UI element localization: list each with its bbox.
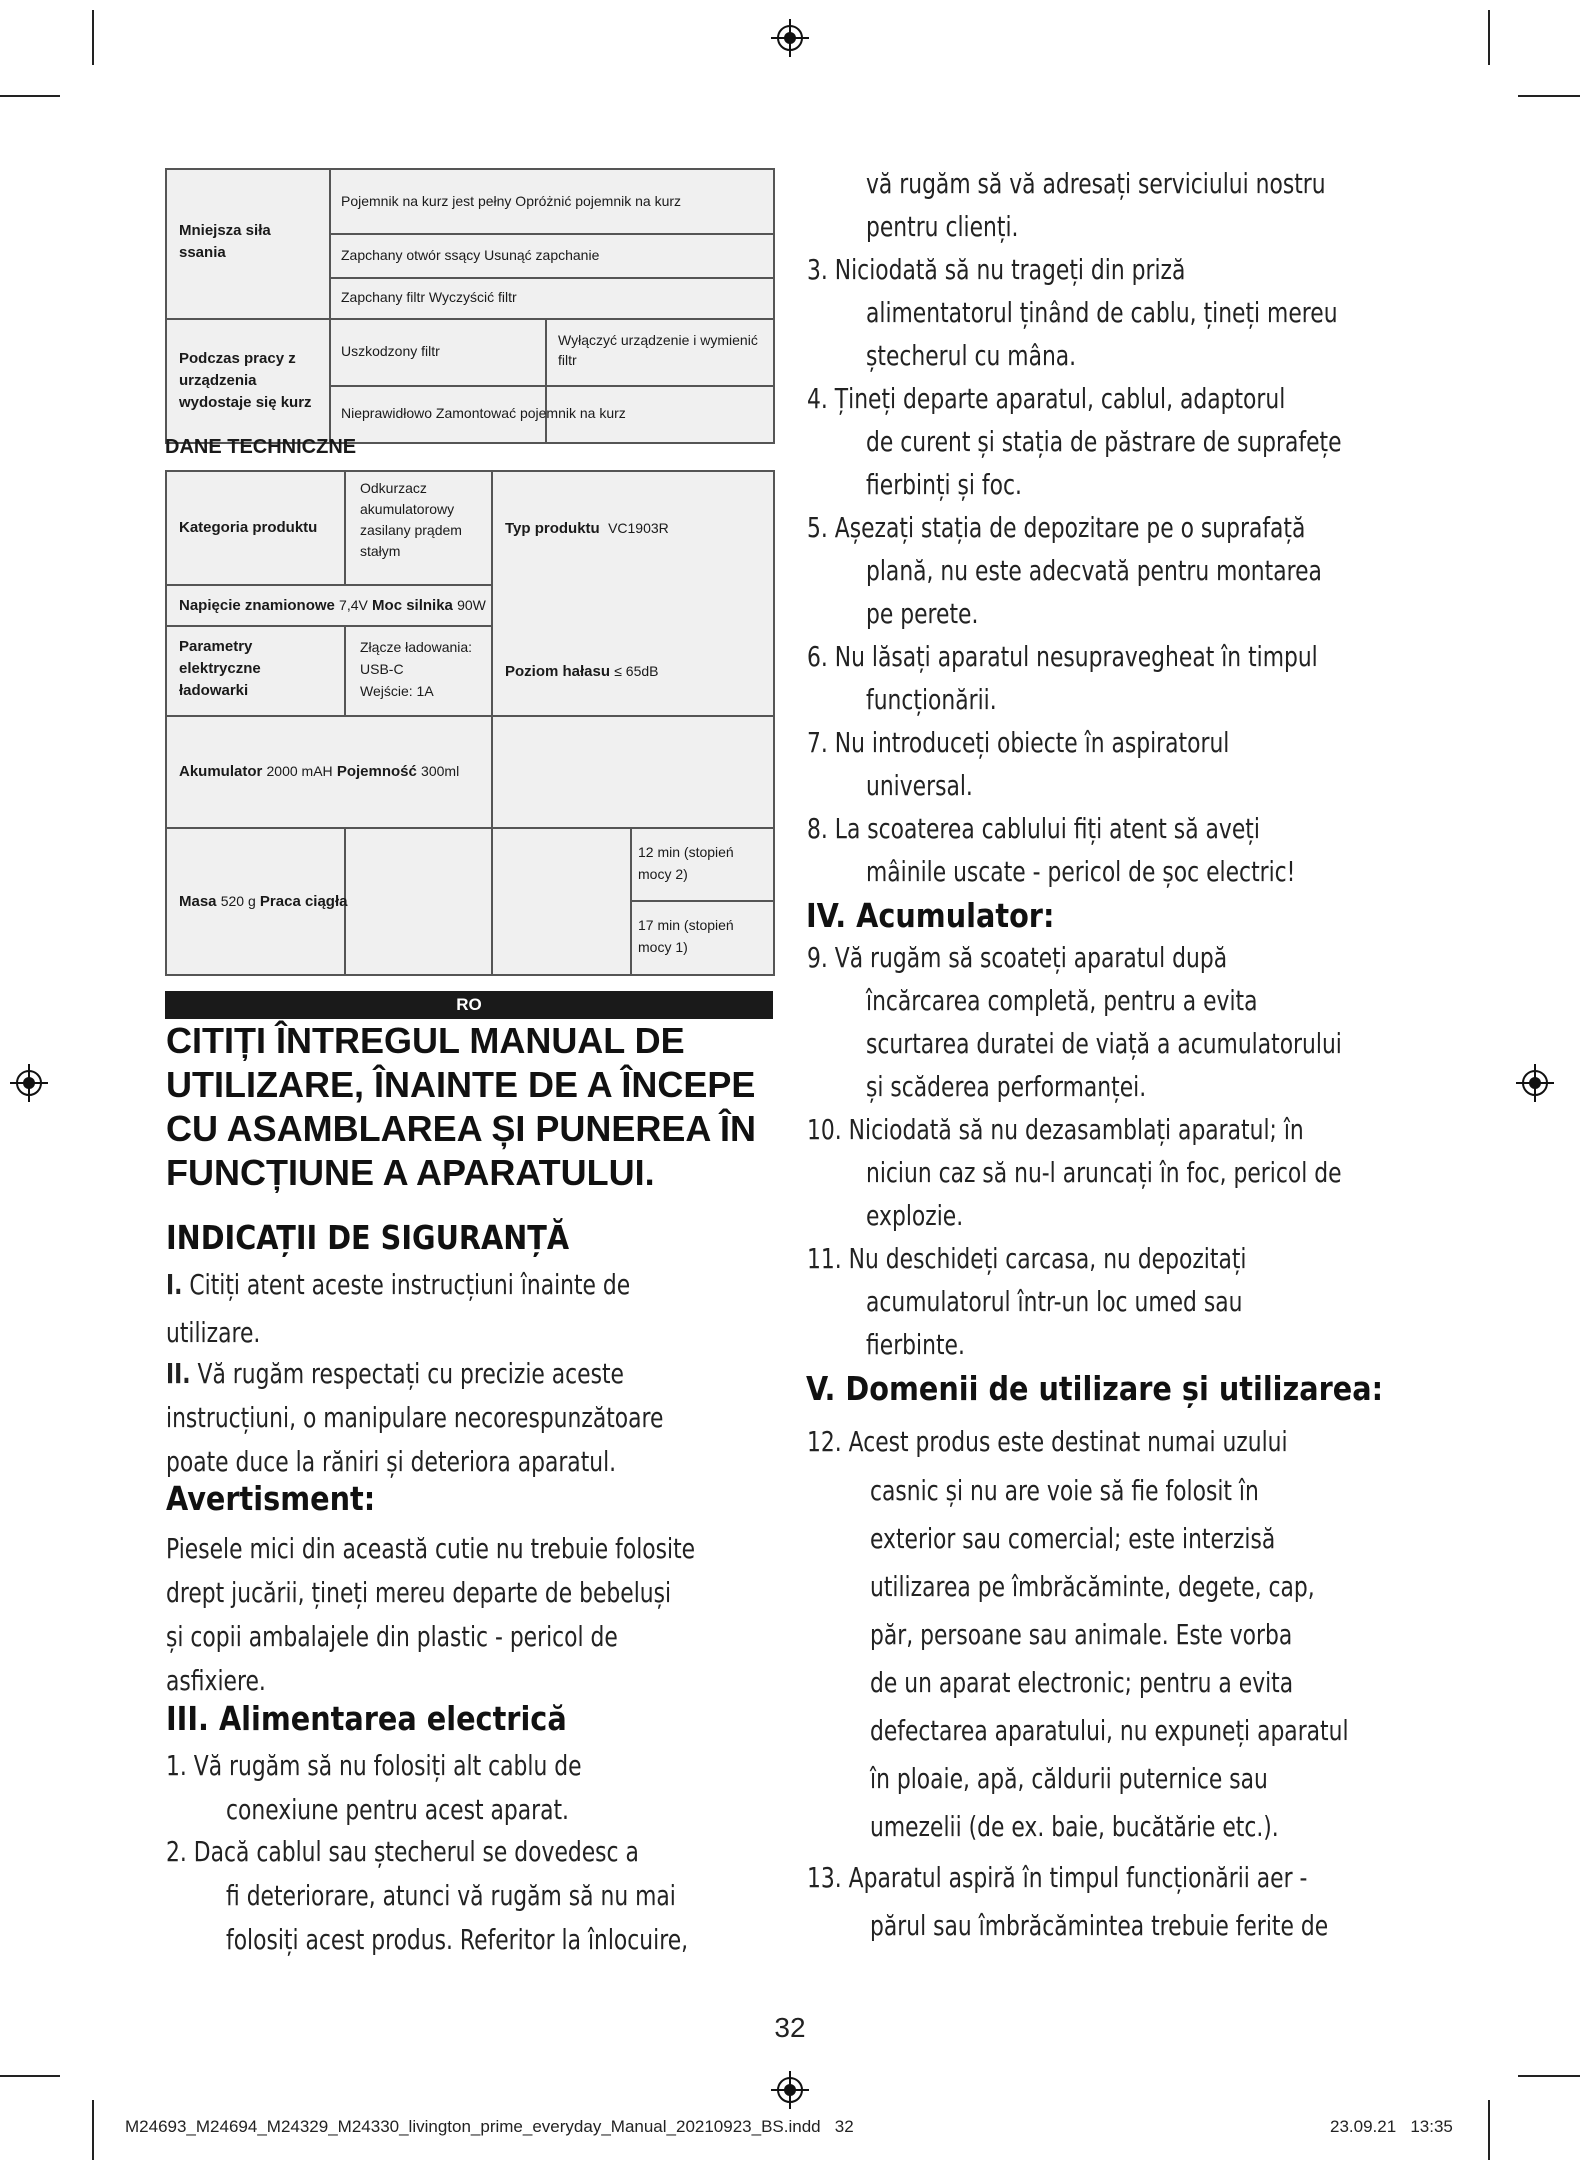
table-cell (179, 890, 347, 913)
list-item: universal. (866, 769, 973, 802)
section-heading: Avertisment: (166, 1479, 376, 1518)
list-item: alimentatorul ținând de cablu, țineți mereu (866, 296, 1338, 329)
text-line: utilizare. (166, 1316, 261, 1349)
table-divider (344, 625, 346, 715)
crop-mark (92, 2100, 94, 2160)
list-item: încărcarea completă, pentru a evita (866, 984, 1258, 1017)
text-line: asfixiere. (166, 1664, 266, 1697)
mass-value: 520 g (220, 893, 256, 909)
runtime-label: Praca ciągła (259, 893, 348, 910)
table-cell (179, 594, 486, 617)
text-line: vă rugăm să vă adresați serviciului nostru (866, 167, 1326, 200)
text-line: și copii ambalajele din plastic - pericol de (166, 1620, 618, 1653)
table-cell: Parametry elektryczne ładowarki (179, 638, 261, 699)
list-item: 6. Nu lăsați aparatul nesupravegheat în timpul (807, 640, 1318, 673)
list-item: ștecherul cu mâna. (866, 339, 1077, 372)
registration-mark-icon (771, 19, 809, 57)
text-line (166, 1352, 624, 1395)
table-divider (329, 168, 331, 442)
list-item: 3. Niciodată să nu trageți din priză (807, 253, 1186, 286)
list-item: fierbinți și foc. (866, 468, 1022, 501)
list-item: părul sau îmbrăcămintea trebuie ferite de (870, 1909, 1329, 1942)
table-divider (165, 584, 493, 586)
text-run: Vă rugăm respectați cu precizie aceste (190, 1357, 624, 1390)
page-title (166, 1019, 756, 1195)
table-cell (505, 660, 658, 683)
table-cell: 12 min (stopień mocy 2) (638, 844, 734, 882)
table-divider (491, 470, 493, 974)
table-cell: Odkurzacz akumulatorowy zasilany prądem stałym (360, 480, 462, 559)
list-item: niciun caz să nu-l aruncați în foc, pericol de (866, 1156, 1342, 1189)
noise-label: Poziom hałasu (505, 663, 611, 680)
item-number: I. (166, 1268, 183, 1301)
table-divider (329, 277, 773, 279)
motor-label: Moc silnika (372, 597, 453, 614)
list-item: acumulatorul într-un loc umed sau (866, 1285, 1243, 1318)
table-cell: Uszkodzony filtr (341, 343, 440, 359)
text-line: poate duce la răniri și deteriora aparatul. (166, 1445, 617, 1478)
registration-mark-icon (1516, 1064, 1554, 1102)
list-item: conexiune pentru acest aparat. (226, 1793, 570, 1826)
text-line: instrucțiuni, o manipulare necorespunzătoare (166, 1401, 664, 1434)
list-item: mâinile uscate - pericol de șoc electric! (866, 855, 1296, 888)
table-cell (360, 636, 472, 702)
battery-value: 2000 mAH (266, 763, 333, 779)
text-run: Citiți atent aceste instrucțiuni înainte de (182, 1268, 631, 1301)
text-line: pentru clienți. (866, 210, 1019, 243)
capacity-value: 300ml (421, 763, 460, 779)
battery-label: Akumulator (179, 763, 263, 780)
table-cell: 17 min (stopień mocy 1) (638, 917, 734, 955)
motor-value: 90W (457, 597, 486, 613)
language-bar: RO (165, 991, 773, 1019)
table-divider (165, 318, 773, 320)
crop-mark (1518, 2075, 1580, 2077)
list-item: 12. Acest produs este destinat numai uzului (807, 1425, 1288, 1458)
list-item: fierbinte. (866, 1328, 965, 1361)
table-cell: Wyłączyć urządzenie i wymienić filtr (558, 332, 758, 368)
title-line: CITIȚI ÎNTREGUL MANUAL DE (166, 1020, 685, 1061)
list-item: casnic și nu are voie să fie folosit în (870, 1474, 1259, 1507)
table-cell: Mniejsza siła ssania (179, 222, 271, 261)
capacity-label: Pojemność (336, 763, 417, 780)
text-line: Piesele mici din această cutie nu trebuie folosite (166, 1532, 696, 1565)
crop-mark (92, 10, 94, 65)
title-line: UTILIZARE, ÎNAINTE DE A ÎNCEPE (166, 1064, 756, 1105)
list-item: 11. Nu deschideți carcasa, nu depozitați (807, 1242, 1247, 1275)
table-cell: Kategoria produktu (179, 519, 318, 536)
section-heading: III. Alimentarea electrică (166, 1699, 567, 1738)
registration-mark-icon (10, 1064, 48, 1102)
title-line: CU ASAMBLAREA ȘI PUNEREA ÎN (166, 1108, 757, 1149)
charger-value-line: Złącze ładowania: (360, 639, 473, 655)
noise-value: ≤ 65dB (614, 663, 659, 679)
list-item: scurtarea duratei de viață a acumulatorului (866, 1027, 1342, 1060)
list-item: defectarea aparatului, nu expuneți aparatul (870, 1714, 1349, 1747)
charger-value-line: Wejście: 1A (360, 683, 434, 699)
crop-mark (1488, 10, 1490, 65)
table-cell (505, 517, 669, 540)
list-item: 8. La scoaterea cablului fiți atent să aveți (807, 812, 1260, 845)
section-heading: DANE TECHNICZNE (165, 436, 357, 458)
list-item: 2. Dacă cablul sau ștecherul se dovedesc a (166, 1835, 639, 1868)
list-item: 13. Aparatul aspiră în timpul funcționării aer - (807, 1861, 1308, 1894)
voltage-value: 7,4V (339, 597, 368, 613)
table-divider (165, 715, 773, 717)
text-line: drept jucării, țineți mereu departe de bebeluși (166, 1576, 672, 1609)
list-item: plană, nu este adecvată pentru montarea (866, 554, 1322, 587)
charger-value-line: USB-C (360, 661, 404, 677)
section-heading: IV. Acumulator: (806, 896, 1055, 935)
table-cell (179, 760, 459, 783)
list-item: 1. Vă rugăm să nu folosiți alt cablu de (166, 1749, 582, 1782)
footer-filename: M24693_M24694_M24329_M24330_livington_prime_everyday_Manual_20210923_BS.indd 32 (125, 2117, 854, 2136)
list-item: în ploaie, apă, căldurii puternice sau (870, 1762, 1268, 1795)
table-divider (329, 385, 773, 387)
list-item: și scăderea performanței. (866, 1070, 1147, 1103)
list-item: funcționării. (866, 683, 997, 716)
table-divider (630, 827, 632, 974)
table-divider (630, 900, 773, 902)
table-divider (165, 827, 773, 829)
crop-mark (0, 2075, 60, 2077)
list-item: utilizarea pe îmbrăcăminte, degete, cap, (870, 1570, 1315, 1603)
page-number: 32 (774, 2012, 806, 2043)
type-value: VC1903R (608, 520, 669, 536)
section-heading: V. Domenii de utilizare și utilizarea: (806, 1369, 1384, 1408)
footer-date: 23.09.21 13:35 (1330, 2117, 1453, 2136)
crop-mark (1488, 2100, 1490, 2160)
table-divider (344, 470, 346, 584)
title-line: FUNCȚIUNE A APARATULUI. (166, 1152, 655, 1193)
list-item: folosiți acest produs. Referitor la înlocuire, (226, 1923, 689, 1956)
mass-label: Masa (179, 893, 217, 910)
table-divider (165, 625, 493, 627)
list-item: 9. Vă rugăm să scoateți aparatul după (807, 941, 1228, 974)
table-cell: Zapchany filtr Wyczyścić filtr (341, 289, 517, 305)
list-item: de un aparat electronic; pentru a evita (870, 1666, 1294, 1699)
text-line (166, 1263, 630, 1306)
list-item: păr, persoane sau animale. Este vorba (870, 1618, 1293, 1651)
list-item: 4. Țineți departe aparatul, cablul, adaptorul (807, 382, 1286, 415)
crop-mark (1518, 95, 1580, 97)
table-cell: Zapchany otwór ssący Usunąć zapchanie (341, 247, 600, 263)
list-item: fi deteriorare, atunci vă rugăm să nu mai (226, 1879, 676, 1912)
section-heading: INDICAȚII DE SIGURANȚĂ (166, 1218, 570, 1257)
voltage-label: Napięcie znamionowe (179, 597, 335, 614)
crop-mark (0, 95, 60, 97)
table-cell: Podczas pracy z urządzenia wydostaje się kurz (179, 350, 312, 411)
list-item: explozie. (866, 1199, 964, 1232)
list-item: umezelii (de ex. baie, bucătărie etc.). (870, 1810, 1279, 1843)
item-number: II. (166, 1357, 191, 1390)
list-item: de curent și stația de păstrare de suprafețe (866, 425, 1342, 458)
type-label: Typ produktu (505, 520, 600, 537)
list-item: 5. Așezați stația de depozitare pe o suprafață (807, 511, 1306, 544)
list-item: 7. Nu introduceți obiecte în aspiratorul (807, 726, 1230, 759)
table-divider (329, 233, 773, 235)
list-item: pe perete. (866, 597, 979, 630)
list-item: 10. Niciodată să nu dezasamblați aparatul; în (807, 1113, 1304, 1146)
table-cell: Nieprawidłowo Zamontować pojemnik na kurz (341, 405, 626, 421)
list-item: exterior sau comercial; este interzisă (870, 1522, 1276, 1555)
registration-mark-icon (771, 2071, 809, 2109)
table-cell: Pojemnik na kurz jest pełny Opróżnić pojemnik na kurz (341, 193, 682, 209)
